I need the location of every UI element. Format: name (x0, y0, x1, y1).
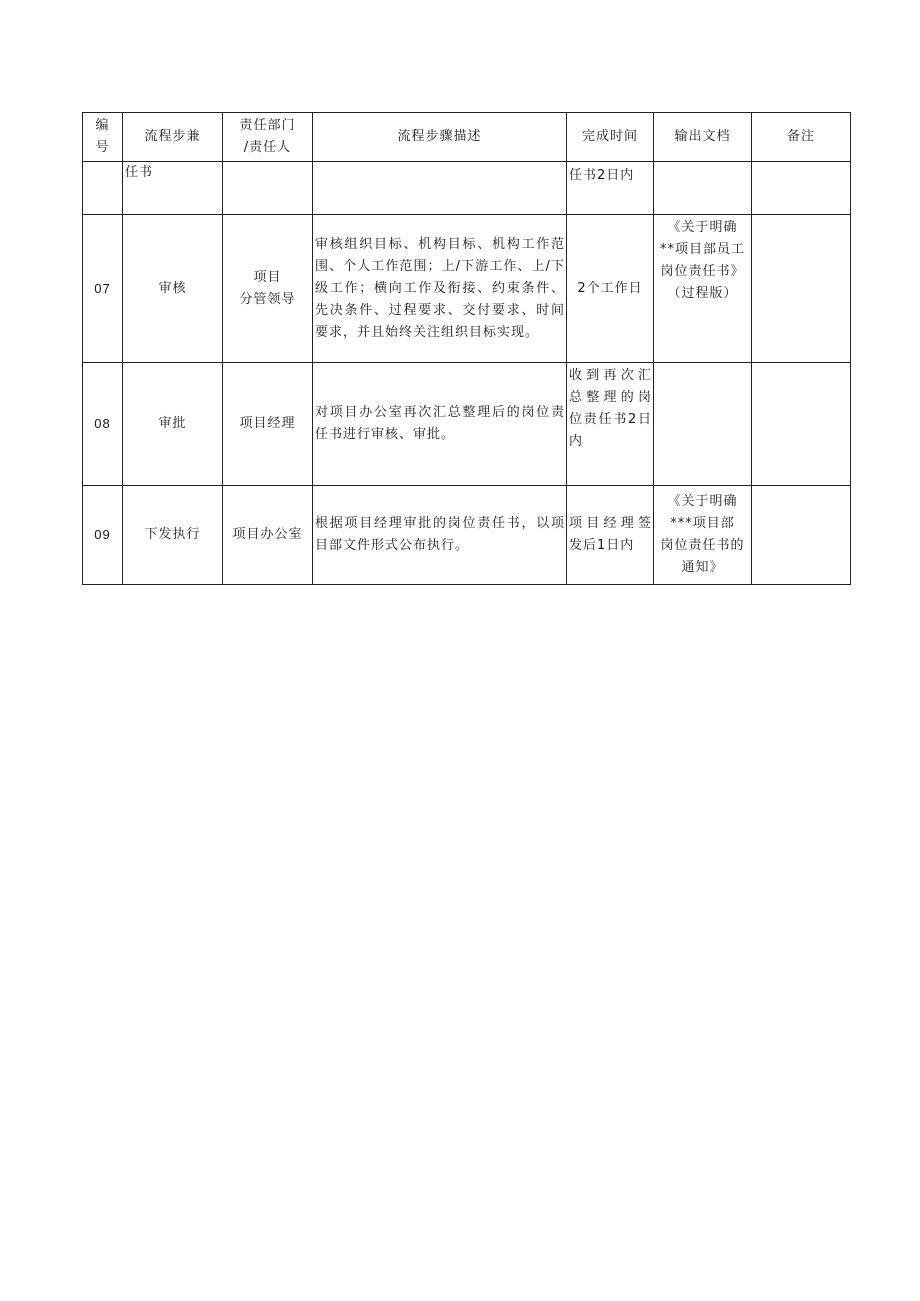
cell-dept (223, 162, 313, 215)
cell-num: 09 (83, 486, 123, 585)
header-output: 输出文档 (654, 113, 752, 162)
cell-desc: 对项目办公室再次汇总整理后的岗位责任书进行审核、审批。 (313, 363, 567, 486)
cell-time: 2个工作日 (567, 215, 654, 363)
cell-time: 任书2日内 (567, 162, 654, 215)
table-row (83, 486, 851, 585)
table-row (83, 363, 851, 486)
header-remark: 备注 (752, 113, 851, 162)
cell-remark (752, 215, 851, 363)
cell-dept: 项目 分管领导 (223, 215, 313, 363)
table-row (83, 162, 851, 215)
cell-dept: 项目办公室 (223, 486, 313, 585)
cell-desc (313, 162, 567, 215)
cell-output: 《关于明确 ***项目部 岗位责任书的 通知》 (654, 486, 752, 585)
cell-num: 08 (83, 363, 123, 486)
cell-step: 审批 (123, 363, 223, 486)
cell-desc: 审核组织目标、机构目标、机构工作范围、个人工作范围；上/下游工作、上/下级工作；横向工作及衔接、约束条件、先决条件、过程要求、交付要求、时间要求，并且始终关注组织目标实现。 (313, 215, 567, 363)
header-time: 完成时间 (567, 113, 654, 162)
cell-num (83, 162, 123, 215)
header-row (83, 113, 851, 162)
cell-output: 《关于明确 **项目部员工 岗位责任书》 （过程版） (654, 215, 752, 363)
header-dept: 责任部门 /责任人 (223, 113, 313, 162)
cell-num: 07 (83, 215, 123, 363)
cell-step: 下发执行 (123, 486, 223, 585)
header-desc: 流程步骤描述 (313, 113, 567, 162)
cell-step: 审核 (123, 215, 223, 363)
table-row (83, 215, 851, 363)
cell-output (654, 162, 752, 215)
header-num: 编 号 (83, 113, 123, 162)
cell-remark (752, 363, 851, 486)
cell-time: 项目经理签发后1日内 (567, 486, 654, 585)
cell-time: 收到再次汇总整理的岗位责任书2日内 (567, 363, 654, 486)
cell-step: 任书 (123, 162, 223, 215)
process-table (82, 112, 851, 585)
cell-remark (752, 486, 851, 585)
header-step: 流程步兼 (123, 113, 223, 162)
cell-output (654, 363, 752, 486)
cell-desc: 根据项目经理审批的岗位责任书，以项目部文件形式公布执行。 (313, 486, 567, 585)
cell-dept: 项目经理 (223, 363, 313, 486)
cell-remark (752, 162, 851, 215)
